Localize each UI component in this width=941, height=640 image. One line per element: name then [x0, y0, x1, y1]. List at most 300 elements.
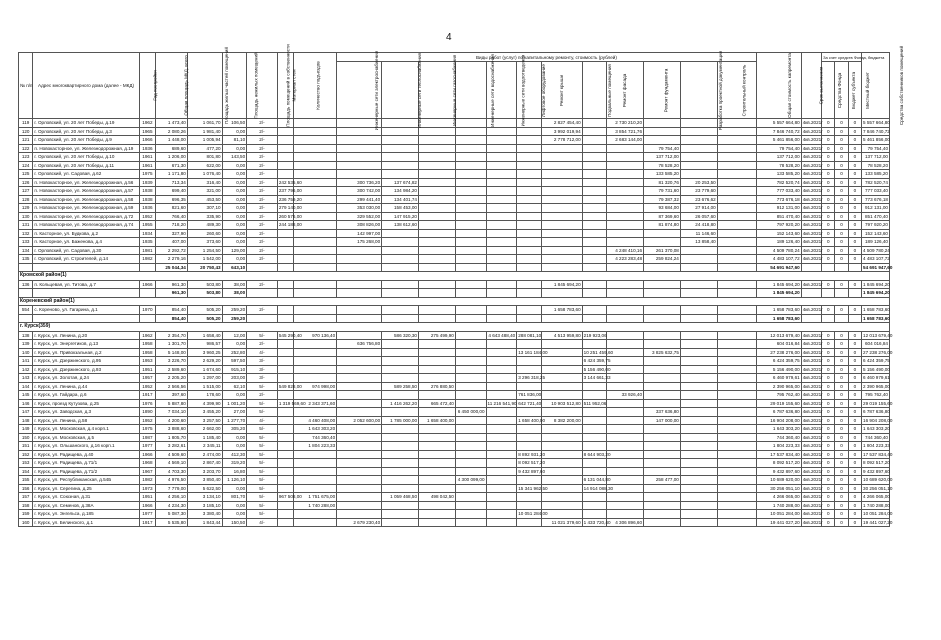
- table-cell: 5 887,80: [156, 399, 188, 408]
- table-cell: п. Касторное, ул. Баженова, д.4: [33, 238, 139, 247]
- col-deadline: Срок выполнения: [801, 53, 821, 119]
- table-cell: 713,34: [156, 178, 188, 187]
- table-cell: 38,00: [222, 280, 247, 289]
- table-cell: 5 535,80: [156, 518, 188, 527]
- table-cell: [717, 144, 756, 153]
- table-cell: [486, 518, 517, 527]
- table-cell: [382, 136, 419, 145]
- table-cell: 0: [848, 442, 861, 451]
- table-cell: 3 455,20: [187, 408, 222, 417]
- table-cell: 0: [848, 187, 861, 196]
- table-cell: 0: [835, 204, 848, 213]
- col-w7: Ремонт крыши: [541, 62, 582, 119]
- table-cell: 0: [835, 501, 848, 510]
- table-cell: [644, 374, 681, 383]
- table-cell: [419, 170, 456, 179]
- table-cell: 1 785 000,00: [382, 416, 419, 425]
- table-cell: г. Курск, ул. Республиканская, д.54Б: [33, 476, 139, 485]
- table-cell: [644, 425, 681, 434]
- table-cell: [801, 314, 821, 323]
- table-cell: [644, 493, 681, 502]
- table-cell: [680, 306, 717, 315]
- table-cell: 0: [848, 382, 861, 391]
- table-cell: [582, 263, 607, 272]
- table-cell: [486, 340, 517, 349]
- table-cell: [607, 510, 644, 519]
- table-cell: 321,00: [187, 187, 222, 196]
- table-cell: [294, 144, 337, 153]
- table-cell: [419, 374, 456, 383]
- table-cell: 122: [19, 144, 33, 153]
- table-cell: 1 804 223,33: [756, 442, 801, 451]
- table-cell: 0: [822, 518, 835, 527]
- table-cell: [139, 289, 155, 298]
- table-cell: [419, 187, 456, 196]
- table-cell: 1987: [139, 433, 155, 442]
- col-area-living: Площадь жилых частей помещений: [187, 53, 222, 119]
- table-cell: [517, 357, 542, 366]
- table-cell: 4кв.2021г: [802, 213, 823, 219]
- table-cell: [582, 212, 607, 221]
- table-cell: 4кв.2021г: [802, 383, 823, 389]
- table-cell: 119: [19, 119, 33, 128]
- table-cell: 5 622,50: [187, 484, 222, 493]
- table-cell: [486, 501, 517, 510]
- table-cell: [337, 442, 382, 451]
- table-cell: [419, 476, 456, 485]
- table-cell: [382, 153, 419, 162]
- table-cell: [419, 127, 456, 136]
- table-cell: 961,30: [156, 280, 188, 289]
- table-cell: 147 915,20: [382, 212, 419, 221]
- table-cell: 1982: [139, 255, 155, 264]
- table-cell: г. Курск, ул. Московская, д.5: [33, 433, 139, 442]
- table-cell: 2 683 144,00: [607, 136, 644, 145]
- table-cell: [717, 136, 756, 145]
- table-cell: [680, 459, 717, 468]
- table-cell: 4кв.2021г: [802, 281, 823, 287]
- table-cell: [607, 442, 644, 451]
- table-cell: 0: [822, 153, 835, 162]
- table-cell: 0: [835, 144, 848, 153]
- table-cell: 137 712,00: [756, 153, 801, 162]
- table-cell: 1 751 675,00: [294, 493, 337, 502]
- table-cell: г. Орловский, ул. 20 лет Победы, д.19: [33, 119, 139, 128]
- table-cell: 1 845 694,20: [863, 281, 890, 287]
- table-cell: г. Курск, проезд Кутузова, д.25: [33, 399, 139, 408]
- table-cell: [644, 357, 681, 366]
- table-cell: [337, 314, 382, 323]
- table-cell: [294, 459, 337, 468]
- table-cell: 79 754,40: [644, 144, 681, 153]
- table-cell: 125: [19, 170, 33, 179]
- table-cell: [644, 119, 681, 128]
- table-cell: 1966: [139, 280, 155, 289]
- table-cell: 1961: [139, 161, 155, 170]
- section-row: [19, 272, 890, 281]
- table-cell: 23 676,62: [680, 195, 717, 204]
- table-cell: 2/-: [247, 144, 278, 153]
- table-cell: 134: [19, 246, 33, 255]
- table-cell: 4кв.2021г: [802, 154, 823, 160]
- table-cell: 0: [835, 365, 848, 374]
- table-body: [19, 119, 893, 527]
- table-cell: [455, 221, 486, 230]
- table-row: [19, 144, 890, 153]
- table-cell: 2 080,26: [156, 127, 188, 136]
- table-cell: [277, 408, 293, 417]
- table-cell: [455, 467, 486, 476]
- table-cell: [486, 289, 517, 298]
- table-cell: 3/-: [247, 374, 278, 383]
- table-row: [19, 204, 890, 213]
- table-cell: [455, 331, 486, 340]
- table-cell: 0: [835, 212, 848, 221]
- table-cell: г. Курск, ул. Серегина, д.25: [33, 484, 139, 493]
- table-cell: [607, 365, 644, 374]
- table-row: [19, 382, 890, 391]
- table-cell: [337, 510, 382, 519]
- table-cell: 9 432 897,60: [518, 468, 546, 474]
- table-cell: 203,00: [222, 374, 247, 383]
- table-cell: [541, 450, 582, 459]
- table-cell: 0: [848, 501, 861, 510]
- table-cell: [680, 399, 717, 408]
- table-cell: [717, 450, 756, 459]
- table-cell: [644, 518, 681, 527]
- table-row: [19, 238, 890, 247]
- table-cell: п. Новокасторное, ул. Железнодорожная, д.57: [33, 187, 139, 196]
- table-cell: [717, 229, 756, 238]
- table-cell: 2 205,20: [156, 374, 188, 383]
- table-cell: 259,20: [222, 306, 247, 315]
- table-row: [19, 484, 890, 493]
- table-cell: 2/-: [247, 195, 278, 204]
- table-cell: [455, 518, 486, 527]
- table-cell: [848, 314, 861, 323]
- table-cell: 4 234,30: [156, 501, 188, 510]
- table-cell: [644, 382, 681, 391]
- table-cell: 1962: [139, 119, 155, 128]
- table-cell: 2 566,56: [156, 382, 188, 391]
- table-cell: 1 059 468,50: [382, 493, 419, 502]
- table-cell: [486, 204, 517, 213]
- table-cell: 7 846 740,72: [863, 128, 890, 134]
- col-w12: Строительный контроль: [717, 62, 756, 119]
- table-cell: 5/-: [247, 450, 278, 459]
- table-cell: [644, 510, 681, 519]
- table-cell: [382, 340, 419, 349]
- table-cell: [644, 399, 681, 408]
- table-cell: [582, 510, 607, 519]
- table-cell: 5/-: [247, 331, 278, 340]
- table-cell: 1917: [139, 391, 155, 400]
- table-cell: [644, 450, 681, 459]
- table-cell: 0: [822, 450, 835, 459]
- table-cell: [680, 289, 717, 298]
- table-cell: 0: [822, 391, 835, 400]
- table-cell: 33 926,40: [607, 391, 644, 400]
- table-cell: [486, 450, 517, 459]
- table-cell: [455, 144, 486, 153]
- table-cell: 4кв.2021г: [802, 128, 823, 134]
- table-cell: 81 320,76: [644, 178, 681, 187]
- section-label: Кореневский район(1): [19, 297, 890, 306]
- table-cell: [455, 459, 486, 468]
- table-cell: 4 399,90: [187, 399, 222, 408]
- table-cell: [486, 212, 517, 221]
- table-cell: [680, 340, 717, 349]
- table-cell: [294, 484, 337, 493]
- table-cell: 242 535,60: [278, 179, 302, 185]
- table-cell: 699,40: [156, 187, 188, 196]
- table-cell: 106,50: [222, 119, 247, 128]
- table-cell: 4 248 410,16: [607, 246, 644, 255]
- table-cell: [486, 416, 517, 425]
- table-cell: 0: [822, 357, 835, 366]
- table-cell: 0: [822, 238, 835, 247]
- table-cell: [277, 127, 293, 136]
- table-cell: [517, 204, 542, 213]
- table-cell: 126: [19, 178, 33, 187]
- table-cell: [294, 510, 337, 519]
- table-cell: [607, 382, 644, 391]
- table-cell: 2 343 371,60: [294, 399, 337, 408]
- section-row: [19, 297, 890, 306]
- table-cell: [607, 161, 644, 170]
- table-cell: 1934: [139, 229, 155, 238]
- table-cell: 29 019 155,60: [863, 400, 893, 406]
- table-cell: [294, 306, 337, 315]
- table-cell: 0: [835, 518, 848, 527]
- table-cell: 6 424 359,75: [583, 358, 611, 364]
- table-cell: [277, 501, 293, 510]
- table-cell: 589 258,50: [382, 382, 419, 391]
- table-cell: [337, 374, 382, 383]
- table-cell: 412,30: [222, 450, 247, 459]
- table-cell: 1970: [139, 306, 155, 315]
- table-cell: 1938: [139, 187, 155, 196]
- table-cell: 78 528,20: [862, 161, 890, 170]
- table-cell: [517, 314, 542, 323]
- table-cell: [680, 153, 717, 162]
- table-cell: 477,20: [187, 144, 222, 153]
- table-cell: 5/-: [247, 442, 278, 451]
- table-cell: [382, 442, 419, 451]
- table-row: [19, 127, 890, 136]
- table-cell: 236 759,20: [278, 196, 302, 202]
- table-row: [19, 450, 890, 459]
- table-cell: [486, 374, 517, 383]
- table-cell: 261 370,08: [644, 246, 681, 255]
- table-cell: 0: [848, 229, 861, 238]
- table-cell: [541, 433, 582, 442]
- table-cell: [717, 187, 756, 196]
- table-cell: 4кв.2021г: [802, 171, 823, 177]
- table-cell: [848, 263, 861, 272]
- table-cell: [517, 187, 542, 196]
- table-cell: [717, 348, 756, 357]
- table-cell: [517, 212, 542, 221]
- table-cell: 766,40: [156, 212, 188, 221]
- table-cell: 1952: [139, 382, 155, 391]
- table-cell: [277, 510, 293, 519]
- table-cell: 5 461 856,00: [863, 137, 890, 143]
- table-cell: 3 257,50: [187, 416, 222, 425]
- table-cell: 4 976,50: [156, 476, 188, 485]
- table-cell: [644, 365, 681, 374]
- table-cell: 0: [835, 153, 848, 162]
- table-cell: 6 460 979,61: [863, 375, 890, 381]
- table-cell: 0: [822, 246, 835, 255]
- table-cell: 8 092 517,20: [863, 460, 890, 466]
- table-cell: 1 542,00: [187, 255, 222, 264]
- table-cell: [541, 442, 582, 451]
- col-w10: Ремонт фундамента: [644, 62, 681, 119]
- table-cell: [486, 348, 517, 357]
- table-cell: 0: [848, 340, 861, 349]
- table-cell: [680, 408, 717, 417]
- table-cell: 5/-: [247, 493, 278, 502]
- table-cell: [582, 501, 607, 510]
- table-cell: 147: [19, 408, 33, 417]
- table-cell: 123: [19, 153, 33, 162]
- table-cell: 0: [822, 425, 835, 434]
- table-cell: [717, 459, 756, 468]
- table-row: [19, 459, 890, 468]
- table-cell: [486, 357, 517, 366]
- table-cell: 143,50: [222, 153, 247, 162]
- table-cell: 353 030,00: [337, 204, 382, 213]
- table-cell: 604 016,84: [862, 340, 890, 349]
- table-cell: [337, 493, 382, 502]
- table-cell: 3 185,10: [187, 501, 222, 510]
- table-row: [19, 408, 890, 417]
- table-row: [19, 195, 890, 204]
- table-cell: [607, 195, 644, 204]
- table-cell: [607, 501, 644, 510]
- table-cell: г. Орловский, ул. Строителей, д.14: [33, 255, 139, 264]
- table-cell: [419, 289, 456, 298]
- table-cell: [541, 229, 582, 238]
- table-cell: 3/-: [247, 357, 278, 366]
- table-cell: 6 460 979,61: [756, 374, 801, 383]
- table-cell: 137 712,00: [862, 153, 890, 162]
- table-cell: 718,20: [156, 221, 188, 230]
- table-cell: 244 188,00: [278, 222, 302, 228]
- table-cell: [294, 255, 337, 264]
- table-cell: 0: [835, 348, 848, 357]
- table-cell: [419, 195, 456, 204]
- table-cell: [486, 161, 517, 170]
- table-cell: 134 984,20: [382, 187, 419, 196]
- table-cell: п. Новокасторное, ул. Железнодорожная, д.59: [33, 204, 139, 213]
- table-cell: 4кв.2021г: [802, 519, 823, 525]
- table-cell: [382, 263, 419, 272]
- table-cell: [541, 187, 582, 196]
- table-cell: 505,20: [187, 306, 222, 315]
- table-cell: 4кв.2021г: [802, 426, 823, 432]
- table-cell: [277, 518, 293, 527]
- table-cell: 2/-: [247, 204, 278, 213]
- table-cell: [680, 374, 717, 383]
- table-cell: 0: [848, 425, 861, 434]
- table-cell: [541, 340, 582, 349]
- table-cell: 54 691 947,60: [756, 263, 801, 272]
- table-cell: 138 612,60: [382, 221, 419, 230]
- col-year: Год постройки: [139, 53, 155, 119]
- table-cell: [717, 170, 756, 179]
- table-cell: 2 292,72: [156, 246, 188, 255]
- table-cell: [517, 263, 542, 272]
- table-cell: 8 092 517,20: [518, 460, 546, 466]
- table-cell: [582, 238, 607, 247]
- table-cell: 797 920,20: [862, 221, 890, 230]
- table-cell: 851 470,40: [862, 212, 890, 221]
- table-cell: 0: [822, 399, 835, 408]
- table-cell: 4кв.2021г: [802, 247, 823, 253]
- table-cell: 121: [19, 136, 33, 145]
- table-cell: 0: [822, 204, 835, 213]
- table-cell: [419, 340, 456, 349]
- table-cell: 5 557 664,80: [863, 120, 890, 126]
- table-cell: 0: [822, 416, 835, 425]
- table-cell: 912 131,00: [862, 204, 890, 213]
- table-cell: [455, 187, 486, 196]
- table-cell: 259,20: [222, 314, 247, 323]
- table-cell: [277, 365, 293, 374]
- table-cell: [517, 425, 542, 434]
- table-cell: 2 827 454,40: [541, 119, 582, 128]
- table-cell: [419, 357, 456, 366]
- table-cell: 3 888,60: [156, 425, 188, 434]
- table-cell: 0: [848, 408, 861, 417]
- table-cell: 986,57: [187, 340, 222, 349]
- table-cell: 782 520,74: [862, 178, 890, 187]
- table-cell: 4кв.2021г: [802, 485, 823, 491]
- table-cell: [486, 391, 517, 400]
- table-cell: [455, 229, 486, 238]
- table-cell: 0: [835, 450, 848, 459]
- table-cell: 6 131 044,80: [583, 477, 611, 483]
- table-cell: [680, 144, 717, 153]
- table-cell: 305,20: [222, 425, 247, 434]
- table-cell: [455, 178, 486, 187]
- table-cell: [644, 501, 681, 510]
- table-cell: [382, 476, 419, 485]
- table-cell: [541, 263, 582, 272]
- financing-group-header: За счет средств Фонда, бюджета: [823, 54, 885, 60]
- table-cell: 0: [822, 408, 835, 417]
- table-cell: 93 684,00: [644, 204, 681, 213]
- table-cell: 1 804 223,33: [294, 442, 337, 451]
- table-cell: [277, 136, 293, 145]
- table-cell: 19 441 027,20: [863, 519, 893, 525]
- table-cell: [277, 170, 293, 179]
- table-cell: 604 016,84: [756, 340, 801, 349]
- table-cell: 489,30: [187, 221, 222, 230]
- table-cell: 4кв.2021г: [802, 188, 823, 194]
- col-area-premises: Площадь помещений в собственности: [247, 53, 278, 119]
- table-cell: 1 845 694,20: [541, 280, 582, 289]
- table-cell: 4 223 283,48: [607, 255, 644, 264]
- table-cell: [607, 221, 644, 230]
- table-cell: 689,60: [156, 144, 188, 153]
- table-cell: [541, 408, 582, 417]
- table-cell: [680, 331, 717, 340]
- table-cell: г. Курск, ул. Московская, д.4 корп.1: [33, 425, 139, 434]
- table-cell: 29 019 155,60: [756, 399, 801, 408]
